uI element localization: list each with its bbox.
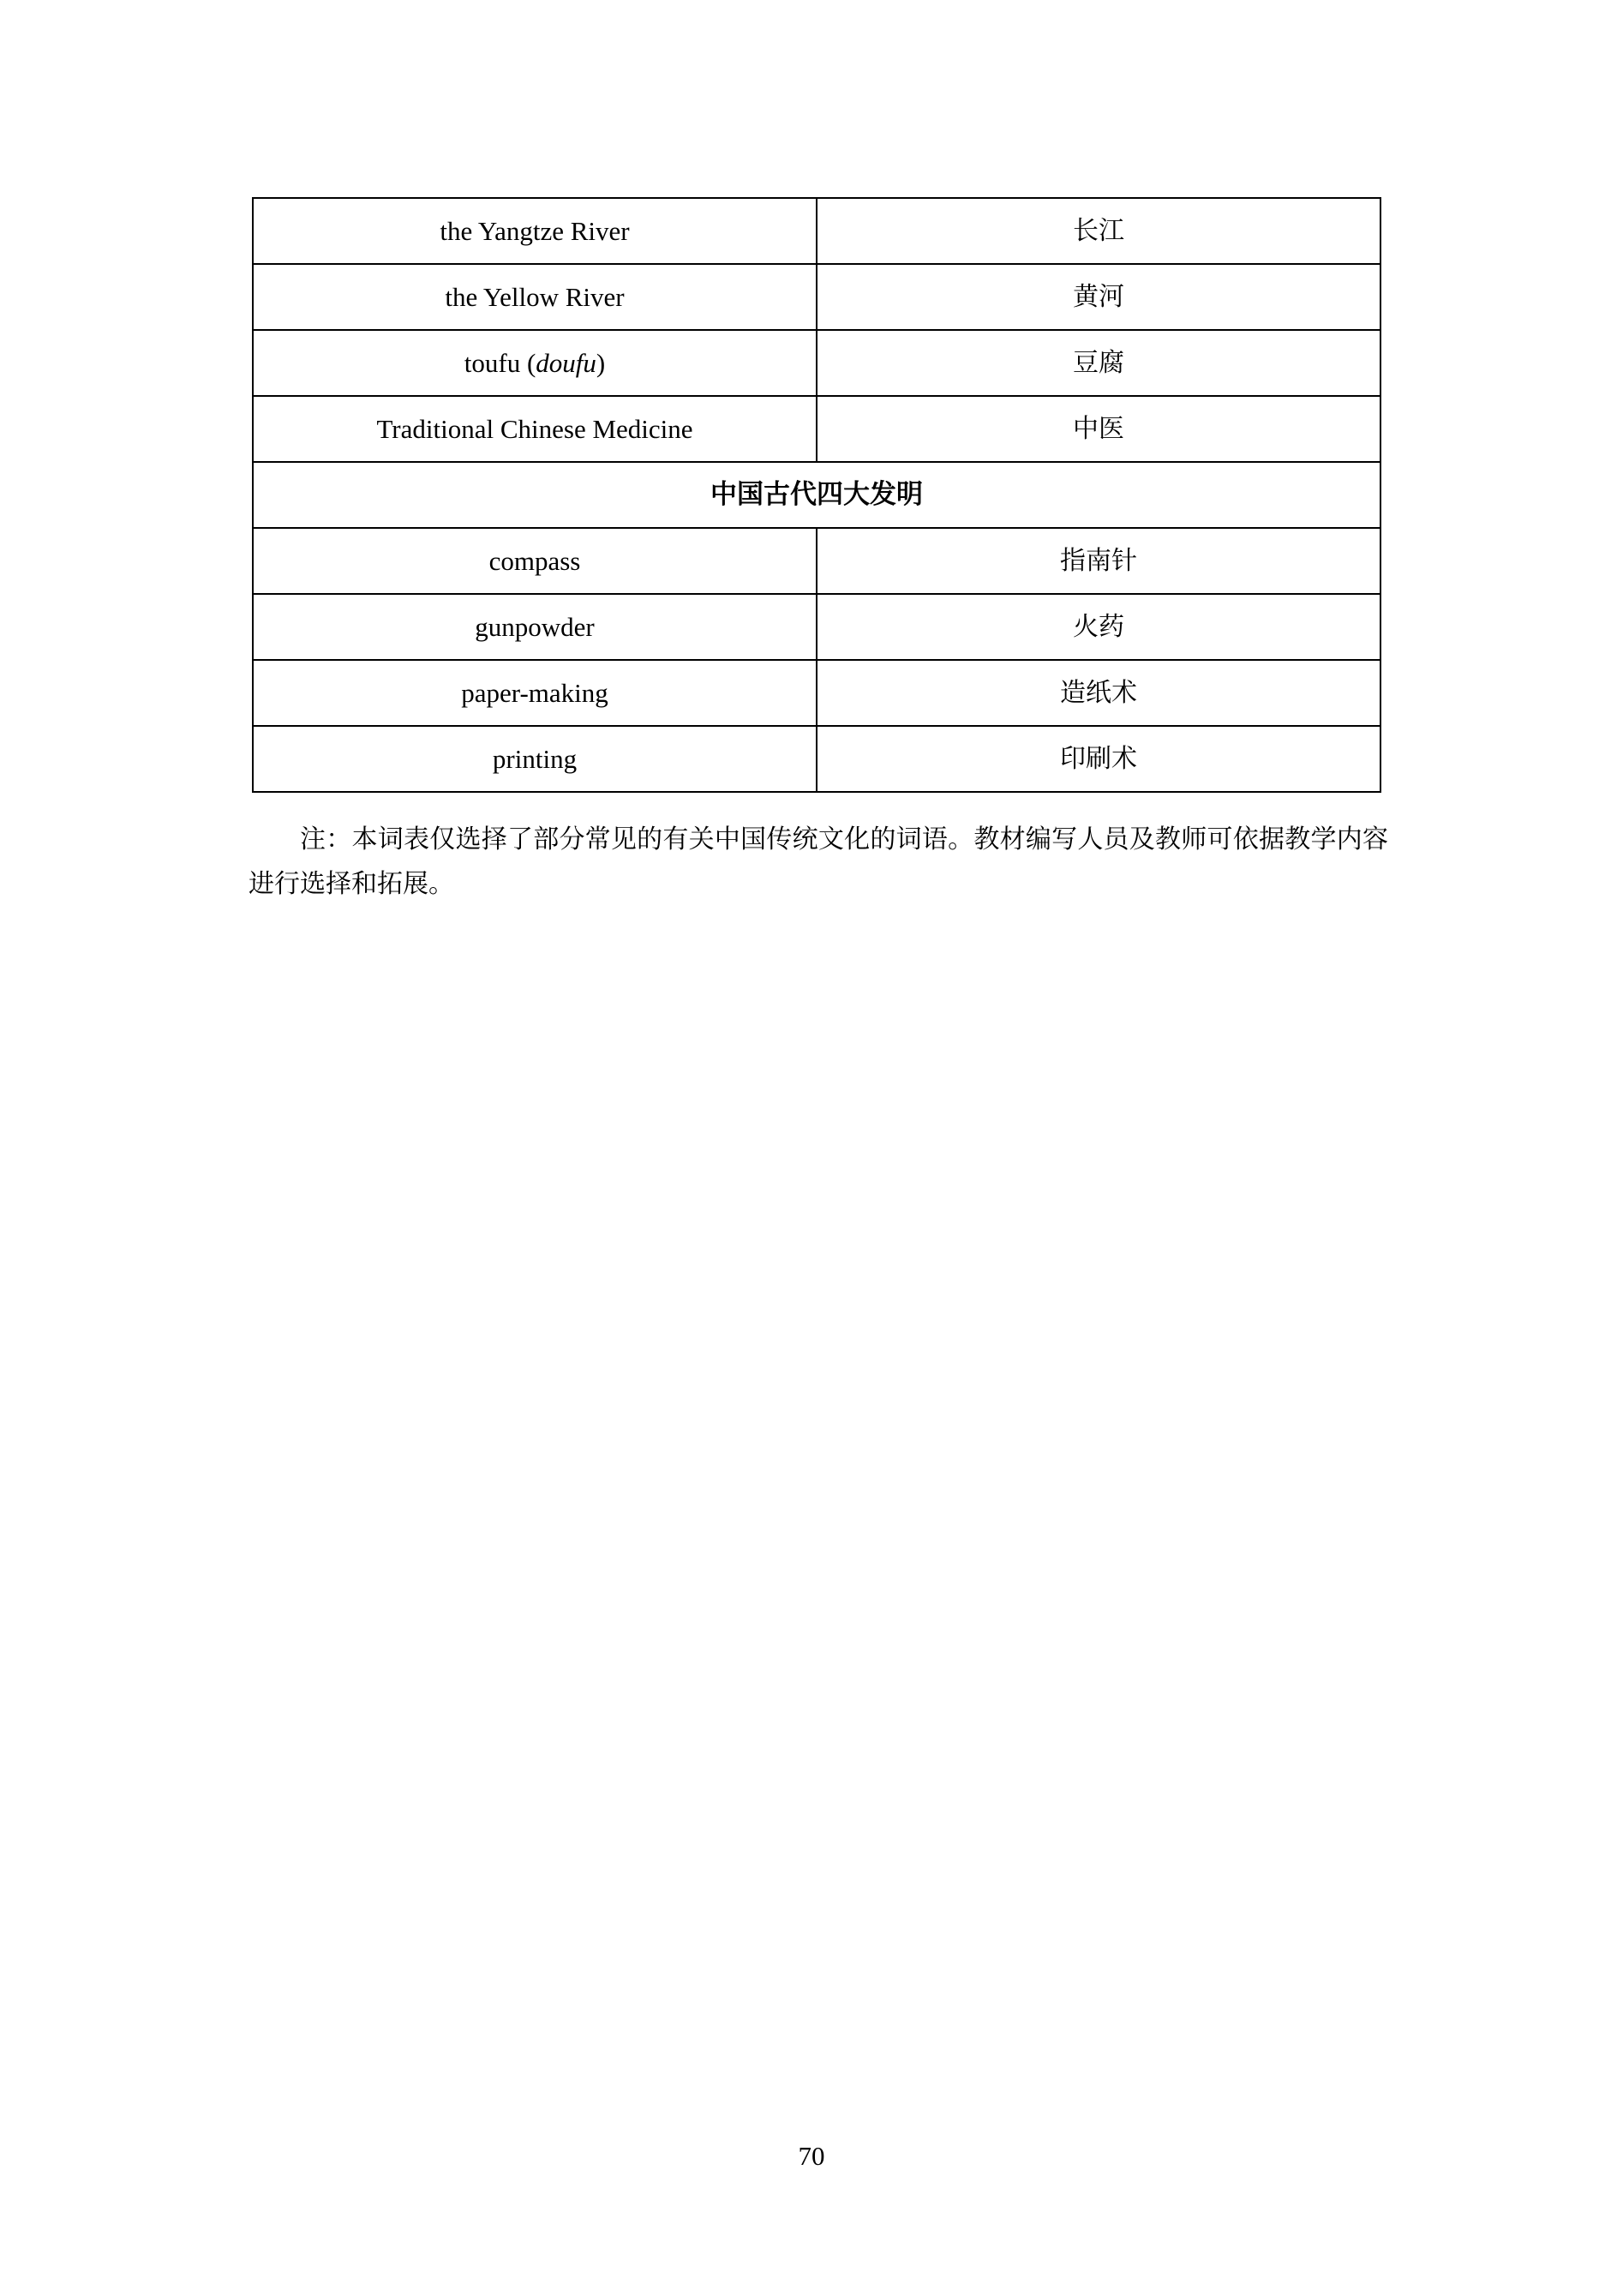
vocabulary-table xyxy=(252,197,1381,793)
table-row xyxy=(253,594,1380,660)
table-row xyxy=(253,198,1380,264)
chinese-term: 长江 xyxy=(817,198,1380,264)
english-term: paper-making xyxy=(253,660,817,726)
english-term-italic: doufu xyxy=(536,348,596,378)
english-term: gunpowder xyxy=(253,594,817,660)
english-term: compass xyxy=(253,528,817,594)
english-term xyxy=(253,330,817,396)
chinese-term: 火药 xyxy=(817,594,1380,660)
table-row xyxy=(253,726,1380,792)
chinese-term: 印刷术 xyxy=(817,726,1380,792)
english-term: the Yangtze River xyxy=(253,198,817,264)
section-heading-row xyxy=(253,462,1380,528)
chinese-term: 豆腐 xyxy=(817,330,1380,396)
chinese-term: 指南针 xyxy=(817,528,1380,594)
english-term: the Yellow River xyxy=(253,264,817,330)
english-term-close: ) xyxy=(596,348,606,378)
table-row xyxy=(253,660,1380,726)
english-term: printing xyxy=(253,726,817,792)
chinese-term: 黄河 xyxy=(817,264,1380,330)
english-term: Traditional Chinese Medicine xyxy=(253,396,817,462)
table-note: 注：本词表仅选择了部分常见的有关中国传统文化的词语。教材编写人员及教师可依据教学内容进行选择和拓展。 xyxy=(249,824,1388,899)
table-row xyxy=(253,396,1380,462)
table-row xyxy=(253,330,1380,396)
chinese-term: 中医 xyxy=(817,396,1380,462)
page-number: 70 xyxy=(798,2141,825,2171)
chinese-term: 造纸术 xyxy=(817,660,1380,726)
table-row xyxy=(253,264,1380,330)
section-heading: 中国古代四大发明 xyxy=(253,462,1380,528)
english-term-main: toufu ( xyxy=(464,348,536,378)
table-row xyxy=(253,528,1380,594)
